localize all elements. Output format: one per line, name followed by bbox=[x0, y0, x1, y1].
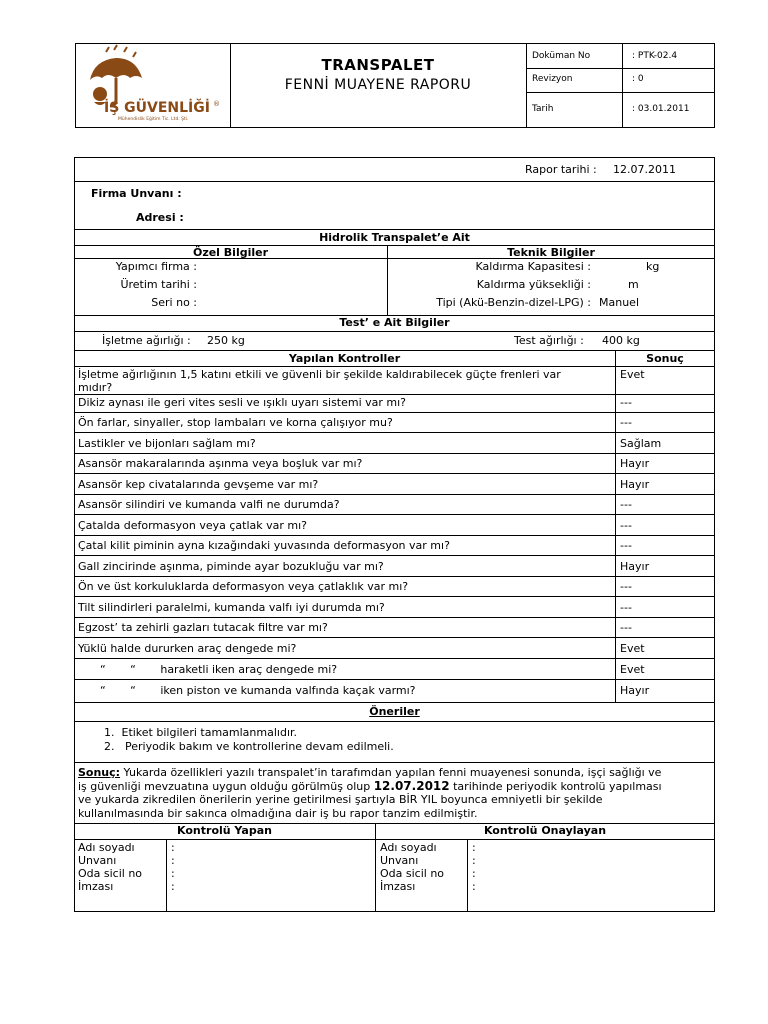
teknik-bilgiler-title: Teknik Bilgiler bbox=[507, 246, 595, 259]
test-weight-value: 400 kg bbox=[602, 334, 640, 347]
kapasite-unit: kg bbox=[646, 260, 660, 273]
control-question: Asansör kep civatalarında gevşeme var mı? bbox=[78, 478, 319, 491]
sonuc-label: Sonuç: bbox=[78, 766, 121, 779]
control-question: Ön ve üst korkuluklarda deformasyon veya çatlaklık var mı? bbox=[78, 580, 409, 593]
control-result: --- bbox=[620, 580, 632, 593]
oneri-item: 2. Periyodik bakım ve kontrollerine devam edilmeli. bbox=[104, 740, 394, 753]
sonuc-line2a: iş güvenliği mevzuatına uygun olduğu görülmüş olup bbox=[78, 779, 374, 793]
control-question: İşletme ağırlığının 1,5 katını etkili ve güvenli bir şekilde kaldırabilecek güçte frenleri var bbox=[78, 368, 561, 381]
kapasite-label: Kaldırma Kapasitesi : bbox=[475, 260, 591, 273]
tipi-value: Manuel bbox=[599, 296, 639, 309]
control-question: Çatal kilit piminin ayna kızağındaki yuvasında deformasyon var mı? bbox=[78, 539, 450, 552]
signature-right-title: Kontrolü Onaylayan bbox=[483, 824, 607, 837]
sig-field-title: Unvanı bbox=[78, 854, 117, 867]
meta-date-label: Tarih bbox=[532, 104, 554, 114]
logo-subtitle: Mühendislik Eğitim Tic. Ltd. Şti. bbox=[118, 117, 189, 122]
control-result: --- bbox=[620, 498, 632, 511]
control-question: “ “ iken piston ve kumanda valfında kaçak varmı? bbox=[100, 684, 416, 697]
control-result: --- bbox=[620, 621, 632, 634]
oneri-item: 1. Etiket bilgileri tamamlanmalıdır. bbox=[104, 726, 298, 739]
sig-field-title: Unvanı bbox=[380, 854, 419, 867]
firma-label: Firma Unvanı : bbox=[91, 187, 182, 200]
document-title: TRANSPALET bbox=[321, 56, 435, 74]
control-question: Ön farlar, sinyaller, stop lambaları ve korna çalışıyor mu? bbox=[78, 416, 393, 429]
control-result: Evet bbox=[620, 663, 645, 676]
ozel-bilgiler-title: Özel Bilgiler bbox=[192, 246, 269, 259]
yukseklik-label: Kaldırma yüksekliği : bbox=[476, 278, 591, 291]
sig-field-signature: İmzası bbox=[78, 880, 114, 893]
control-question: Lastikler ve bijonları sağlam mı? bbox=[78, 437, 256, 450]
control-question: Asansör silindiri ve kumanda valfi ne durumda? bbox=[78, 498, 340, 511]
control-question: Tilt silindirleri paralelmi, kumanda valfı iyi durumda mı? bbox=[78, 601, 385, 614]
hydraulic-section-title: Hidrolik Transpalet’e Ait bbox=[319, 231, 470, 244]
meta-rev-label: Revizyon bbox=[532, 74, 573, 84]
sig-colon: : bbox=[472, 854, 476, 867]
control-question: Dikiz aynası ile geri vites sesli ve ışıklı uyarı sistemi var mı? bbox=[78, 396, 407, 409]
control-result: Hayır bbox=[620, 457, 650, 470]
control-question: “ “ haraketli iken araç dengede mi? bbox=[100, 663, 338, 676]
sig-field-name: Adı soyadı bbox=[380, 841, 437, 854]
document-subtitle: FENNİ MUAYENE RAPORU bbox=[284, 77, 472, 93]
control-question: Gall zincirinde aşınma, piminde ayar bozukluğu var mı? bbox=[78, 560, 384, 573]
logo-registered-icon: ® bbox=[213, 100, 220, 108]
meta-date-value: : 03.01.2011 bbox=[632, 104, 690, 114]
control-question: Egzost’ ta zehirli gazları tutacak filtre var mı? bbox=[78, 621, 328, 634]
test-section-title: Test’ e Ait Bilgiler bbox=[339, 316, 450, 329]
next-inspection-date: 12.07.2012 bbox=[373, 778, 450, 793]
tipi-label: Tipi (Akü-Benzin-dizel-LPG) : bbox=[436, 296, 591, 309]
sig-colon: : bbox=[171, 867, 175, 880]
sig-colon: : bbox=[171, 880, 175, 893]
sig-colon: : bbox=[171, 854, 175, 867]
control-result: --- bbox=[620, 601, 632, 614]
control-result: Hayır bbox=[620, 560, 650, 573]
control-result: Evet bbox=[620, 642, 645, 655]
control-result: Hayır bbox=[620, 684, 650, 697]
control-result: Evet bbox=[620, 368, 645, 381]
yukseklik-unit: m bbox=[628, 278, 639, 291]
test-weight-label: Test ağırlığı : bbox=[514, 334, 584, 347]
sig-colon: : bbox=[472, 841, 476, 854]
uretim-label: Üretim tarihi : bbox=[120, 278, 197, 291]
sonuc-line3: ve yukarda zikredilen önerilerin yerine getirilmesi şartıyla BİR YIL boyunca emniyetli bir şekilde bbox=[78, 793, 603, 806]
seri-label: Seri no : bbox=[151, 296, 197, 309]
meta-rev-value: : 0 bbox=[632, 74, 644, 84]
sonuc-line1: Yukarda özellikleri yazılı transpalet’in tarafımdan yapılan fenni muayenesi sonunda, işçi sağlığı ve bbox=[120, 766, 662, 779]
sig-field-registry: Oda sicil no bbox=[380, 867, 445, 880]
sig-field-signature: İmzası bbox=[380, 880, 416, 893]
control-result: --- bbox=[620, 416, 632, 429]
control-question: Yüklü halde dururken araç dengede mi? bbox=[78, 642, 297, 655]
control-question: Asansör makaralarında aşınma veya boşluk var mı? bbox=[78, 457, 363, 470]
isletme-label: İşletme ağırlığı : bbox=[102, 334, 191, 347]
oneriler-title: Öneriler bbox=[369, 705, 420, 718]
adres-label: Adresi : bbox=[136, 211, 184, 224]
control-result: --- bbox=[620, 396, 632, 409]
sig-colon: : bbox=[472, 867, 476, 880]
sonuc-paragraph bbox=[78, 766, 712, 820]
isletme-value: 250 kg bbox=[207, 334, 245, 347]
control-result: Sağlam bbox=[620, 437, 662, 450]
sonuc-line2c: tarihinde periyodik kontrolü yapılması bbox=[449, 779, 662, 793]
meta-doc-label: Doküman No bbox=[532, 51, 591, 61]
control-result: Hayır bbox=[620, 478, 650, 491]
control-question-cont: mıdır? bbox=[78, 381, 113, 394]
result-title: Sonuç bbox=[646, 352, 684, 365]
sig-field-name: Adı soyadı bbox=[78, 841, 135, 854]
yapimci-label: Yapımcı firma : bbox=[115, 260, 197, 273]
signature-left-title: Kontrolü Yapan bbox=[177, 824, 272, 837]
logo-brand: İŞ GÜVENLİĞİ bbox=[104, 100, 210, 116]
control-question: Çatalda deformasyon veya çatlak var mı? bbox=[78, 519, 307, 532]
meta-doc-value: : PTK-02.4 bbox=[632, 51, 678, 61]
sonuc-line4: kullanılmasında bir sakınca olmadığına dair iş bu rapor tanzim edilmiştir. bbox=[78, 806, 478, 820]
sig-colon: : bbox=[472, 880, 476, 893]
controls-title: Yapılan Kontroller bbox=[288, 352, 401, 365]
sig-colon: : bbox=[171, 841, 175, 854]
report-date-value: 12.07.2011 bbox=[613, 163, 676, 176]
sig-field-registry: Oda sicil no bbox=[78, 867, 143, 880]
control-result: --- bbox=[620, 539, 632, 552]
report-date-label: Rapor tarihi : bbox=[525, 163, 597, 176]
control-result: --- bbox=[620, 519, 632, 532]
